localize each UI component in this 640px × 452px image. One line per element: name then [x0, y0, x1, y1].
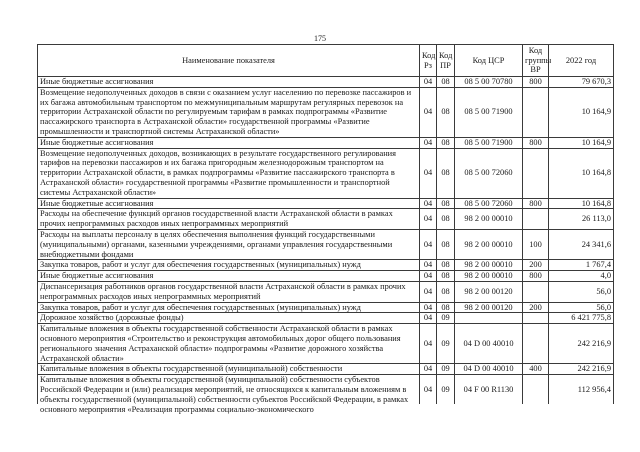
row-amount: 24 341,6	[549, 229, 614, 259]
row-pr: 09	[437, 375, 455, 405]
row-csr: 08 5 00 72060	[455, 148, 523, 198]
row-rz: 04	[420, 302, 437, 313]
row-csr: 08 5 00 71900	[455, 137, 523, 148]
header-rz: Код Рз	[420, 45, 437, 77]
row-csr: 98 2 00 00010	[455, 271, 523, 282]
row-vr	[523, 281, 549, 302]
row-vr: 200	[523, 260, 549, 271]
row-amount: 10 164,9	[549, 87, 614, 137]
row-vr	[523, 375, 549, 405]
row-rz: 04	[420, 198, 437, 209]
row-amount: 26 113,0	[549, 209, 614, 230]
header-csr: Код ЦСР	[455, 45, 523, 77]
row-vr	[523, 324, 549, 364]
row-vr	[523, 209, 549, 230]
row-name: Иные бюджетные ассигнования	[38, 271, 420, 282]
row-pr: 09	[437, 324, 455, 364]
row-pr: 08	[437, 229, 455, 259]
row-rz: 04	[420, 77, 437, 88]
row-name: Возмещение недополученных доходов, возникающих в результате государственного регулирования тарифов на перевозки пассажиров и их багажа пригородным железнодорожным транспортом на территории Астраханской области, в рамках подпрограммы «Развитие пассажирского транспорта в Астраханской области» государственной программы «Развитие промышленности и транспортной системы Астраханской области»	[38, 148, 420, 198]
row-rz: 04	[420, 313, 437, 324]
row-rz: 04	[420, 324, 437, 364]
budget-table	[37, 44, 614, 414]
row-rz: 04	[420, 281, 437, 302]
row-name: Капитальные вложения в объекты государственной (муниципальной) собственности	[38, 364, 420, 375]
row-pr: 08	[437, 209, 455, 230]
row-name: Капитальные вложения в объекты государственной собственности Астраханской области в рамках основного мероприятия «Строительство и реконструкция автомобильных дорог общего пользования регионального значения Астраханской области» подпрограммы «Развитие дорожного хозяйства Астраханской области»	[38, 324, 420, 364]
row-rz: 04	[420, 271, 437, 282]
table-row	[38, 271, 614, 282]
table-row	[38, 198, 614, 209]
row-name: Закупка товаров, работ и услуг для обеспечения государственных (муниципальных) нужд	[38, 260, 420, 271]
row-csr: 04 F 00 R1130	[455, 375, 523, 405]
table-row	[38, 324, 614, 364]
row-csr: 08 5 00 71900	[455, 87, 523, 137]
header-vr: Код группы ВР	[523, 45, 549, 77]
row-pr: 08	[437, 87, 455, 137]
row-csr: 98 2 00 00010	[455, 260, 523, 271]
row-amount: 79 670,3	[549, 77, 614, 88]
row-vr: 400	[523, 364, 549, 375]
row-rz: 04	[420, 137, 437, 148]
row-csr: 04 D 00 40010	[455, 364, 523, 375]
row-csr: 98 2 00 00120	[455, 302, 523, 313]
row-name: Закупка товаров, работ и услуг для обеспечения государственных (муниципальных) нужд	[38, 302, 420, 313]
row-amount: 242 216,9	[549, 324, 614, 364]
row-vr: 800	[523, 137, 549, 148]
header-year: 2022 год	[549, 45, 614, 77]
header-row	[38, 45, 614, 77]
row-amount: 10 164,8	[549, 198, 614, 209]
row-pr: 08	[437, 281, 455, 302]
table-row	[38, 302, 614, 313]
row-name: Иные бюджетные ассигнования	[38, 77, 420, 88]
row-csr: 08 5 00 70780	[455, 77, 523, 88]
row-rz: 04	[420, 209, 437, 230]
row-amount: 1 767,4	[549, 260, 614, 271]
row-vr: 800	[523, 77, 549, 88]
row-name: Иные бюджетные ассигнования	[38, 198, 420, 209]
row-name: Возмещение недополученных доходов в связи с оказанием услуг населению по перевозке пассажиров и их багажа автомобильным транспортом по межмуниципальным маршрутам регулярных перевозок на территории Астраханской области по регулируемым тарифам в рамках подпрограммы «Развитие пассажирского транспорта в Астраханской области» государственной программы «Развитие промышленности и транспортной системы Астраханской области»	[38, 87, 420, 137]
table-row	[38, 209, 614, 230]
header-pr: Код ПР	[437, 45, 455, 77]
row-amount: 10 164,8	[549, 148, 614, 198]
row-rz: 04	[420, 260, 437, 271]
row-amount: 56,0	[549, 302, 614, 313]
row-name: Расходы на выплаты персоналу в целях обеспечения выполнения функций государственными (муниципальными) органами, казенными учреждениями, органами управления государственными внебюджетными фондами	[38, 229, 420, 259]
row-pr: 08	[437, 77, 455, 88]
row-name: Дорожное хозяйство (дорожные фонды)	[38, 313, 420, 324]
row-name: Иные бюджетные ассигнования	[38, 137, 420, 148]
row-csr	[455, 313, 523, 324]
row-amount: 242 216,9	[549, 364, 614, 375]
table-row	[38, 229, 614, 259]
row-amount: 112 956,4	[549, 375, 614, 405]
row-amount: 56,0	[549, 281, 614, 302]
row-vr: 800	[523, 198, 549, 209]
row-amount: 10 164,9	[549, 137, 614, 148]
table-row	[38, 87, 614, 137]
table-row	[38, 364, 614, 375]
row-csr: 98 2 00 00010	[455, 229, 523, 259]
table-row	[38, 375, 614, 405]
row-csr: 98 2 00 00010	[455, 209, 523, 230]
row-rz: 04	[420, 87, 437, 137]
row-amount: 4,0	[549, 271, 614, 282]
row-csr: 08 5 00 72060	[455, 198, 523, 209]
table-row	[38, 281, 614, 302]
row-vr	[523, 87, 549, 137]
row-pr: 08	[437, 198, 455, 209]
row-pr: 09	[437, 313, 455, 324]
row-vr: 800	[523, 271, 549, 282]
header-name: Наименование показателя	[38, 45, 420, 77]
row-csr: 98 2 00 00120	[455, 281, 523, 302]
row-amount: 6 421 775,8	[549, 313, 614, 324]
row-csr: 04 D 00 40010	[455, 324, 523, 364]
row-pr: 08	[437, 148, 455, 198]
row-rz: 04	[420, 148, 437, 198]
row-rz: 04	[420, 229, 437, 259]
table-row	[38, 313, 614, 324]
row-vr	[523, 148, 549, 198]
row-name: Диспансеризация работников органов государственной власти Астраханской области в рамках прочих непрограммных расходов иных непрограммных мероприятий	[38, 281, 420, 302]
table-row	[38, 137, 614, 148]
row-pr: 08	[437, 271, 455, 282]
row-rz: 04	[420, 364, 437, 375]
row-name: Капитальные вложения в объекты государственной (муниципальной) собственности субъектов Российской Федерации и (или) реализация мероприятий, не относящихся к капитальным вложениям в объекты государственной (муниципальной) собственности субъектов Российской Федерации, в рамках основного мероприятия «Реализация программы социально-экономического	[38, 375, 420, 405]
row-pr: 08	[437, 137, 455, 148]
table-row	[38, 77, 614, 88]
row-pr: 09	[437, 364, 455, 375]
row-vr: 100	[523, 229, 549, 259]
row-rz: 04	[420, 375, 437, 405]
row-pr: 08	[437, 260, 455, 271]
table-row	[38, 148, 614, 198]
table-row	[38, 260, 614, 271]
row-pr: 08	[437, 302, 455, 313]
row-name: Расходы на обеспечение функций органов государственной власти Астраханской области в рамках прочих непрограммных расходов иных непрограммных мероприятий	[38, 209, 420, 230]
page-number: 175	[314, 34, 326, 43]
row-vr	[523, 313, 549, 324]
row-vr: 200	[523, 302, 549, 313]
